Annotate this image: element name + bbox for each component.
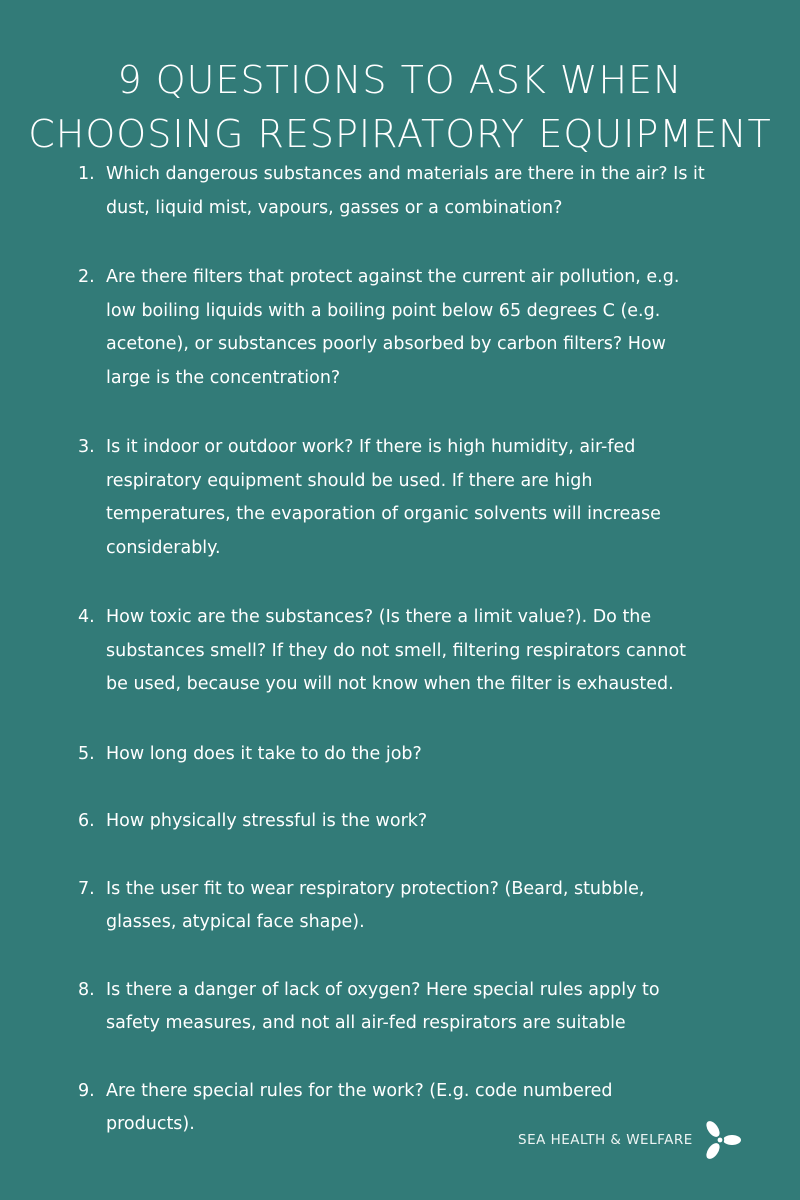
page-title: [0, 53, 800, 161]
question-number: 1.: [78, 164, 95, 184]
question-list: [78, 158, 738, 1142]
question-text-line: How long does it take to do the job?: [106, 743, 422, 764]
question-text: [106, 805, 738, 839]
question-text-line: substances smell? If they do not smell, filtering respirators cannot: [106, 640, 687, 661]
question-text-line: large is the concentration?: [106, 367, 341, 388]
question-number: 6.: [78, 811, 95, 831]
question-text-line: How toxic are the substances? (Is there a limit value?). Do the: [106, 607, 652, 627]
question-text: [106, 601, 738, 702]
question-number: 4.: [78, 607, 95, 627]
brand-footer: [518, 1118, 743, 1162]
question-text-line: low boiling liquids with a boiling point below 65 degrees C (e.g.: [106, 300, 661, 321]
question-number: 3.: [78, 437, 95, 457]
question-text: [106, 431, 738, 565]
question-text-line: dust, liquid mist, vapours, gasses or a combination?: [106, 197, 563, 218]
question-number: 8.: [78, 979, 95, 1000]
question-text-line: be used, because you will not know when the filter is exhausted.: [106, 674, 674, 694]
question-text-line: Is the user fit to wear respiratory protection? (Beard, stubble,: [106, 878, 645, 899]
question-text-line: How physically stressful is the work?: [106, 811, 428, 831]
question-text-line: Is it indoor or outdoor work? If there is high humidity, air-fed: [106, 437, 636, 457]
propeller-icon: [699, 1118, 743, 1162]
question-number: 2.: [78, 267, 95, 287]
question-text-line: Are there special rules for the work? (E.g. code numbered: [106, 1080, 613, 1101]
question-item: [78, 431, 738, 565]
question-number: 7.: [78, 878, 95, 899]
question-text-line: acetone), or substances poorly absorbed by carbon filters? How: [106, 334, 666, 354]
question-text: [106, 974, 738, 1041]
question-item: [78, 873, 738, 940]
question-text-line: safety measures, and not all air-fed respirators are suitable: [106, 1013, 626, 1033]
question-item: [78, 601, 738, 702]
question-item: [78, 805, 738, 839]
question-text-line: Are there filters that protect against the current air pollution, e.g.: [106, 267, 680, 287]
question-text-line: Which dangerous substances and materials are there in the air? Is it: [106, 164, 705, 184]
question-text: [106, 261, 738, 395]
page-title-line-2: CHOOSING RESPIRATORY EQUIPMENT: [28, 112, 772, 157]
question-item: [78, 158, 738, 225]
question-item: [78, 738, 738, 772]
question-text-line: Is there a danger of lack of oxygen? Here special rules apply to: [106, 979, 660, 1000]
question-text-line: respiratory equipment should be used. If there are high: [106, 470, 593, 491]
page-title-line-1: 9 QUESTIONS TO ASK WHEN: [117, 58, 683, 103]
question-text: [106, 738, 738, 772]
question-item: [78, 974, 738, 1041]
question-text-line: products).: [106, 1114, 195, 1134]
question-number: 9.: [78, 1080, 95, 1101]
question-text-line: glasses, atypical face shape).: [106, 912, 365, 932]
question-number: 5.: [78, 743, 95, 764]
question-text-line: temperatures, the evaporation of organic solvents will increase: [106, 504, 661, 524]
question-text: [106, 158, 738, 225]
question-text: [106, 873, 738, 940]
question-item: [78, 261, 738, 395]
question-text-line: considerably.: [106, 537, 221, 558]
brand-name: SEA HEALTH & WELFARE: [518, 1132, 693, 1148]
